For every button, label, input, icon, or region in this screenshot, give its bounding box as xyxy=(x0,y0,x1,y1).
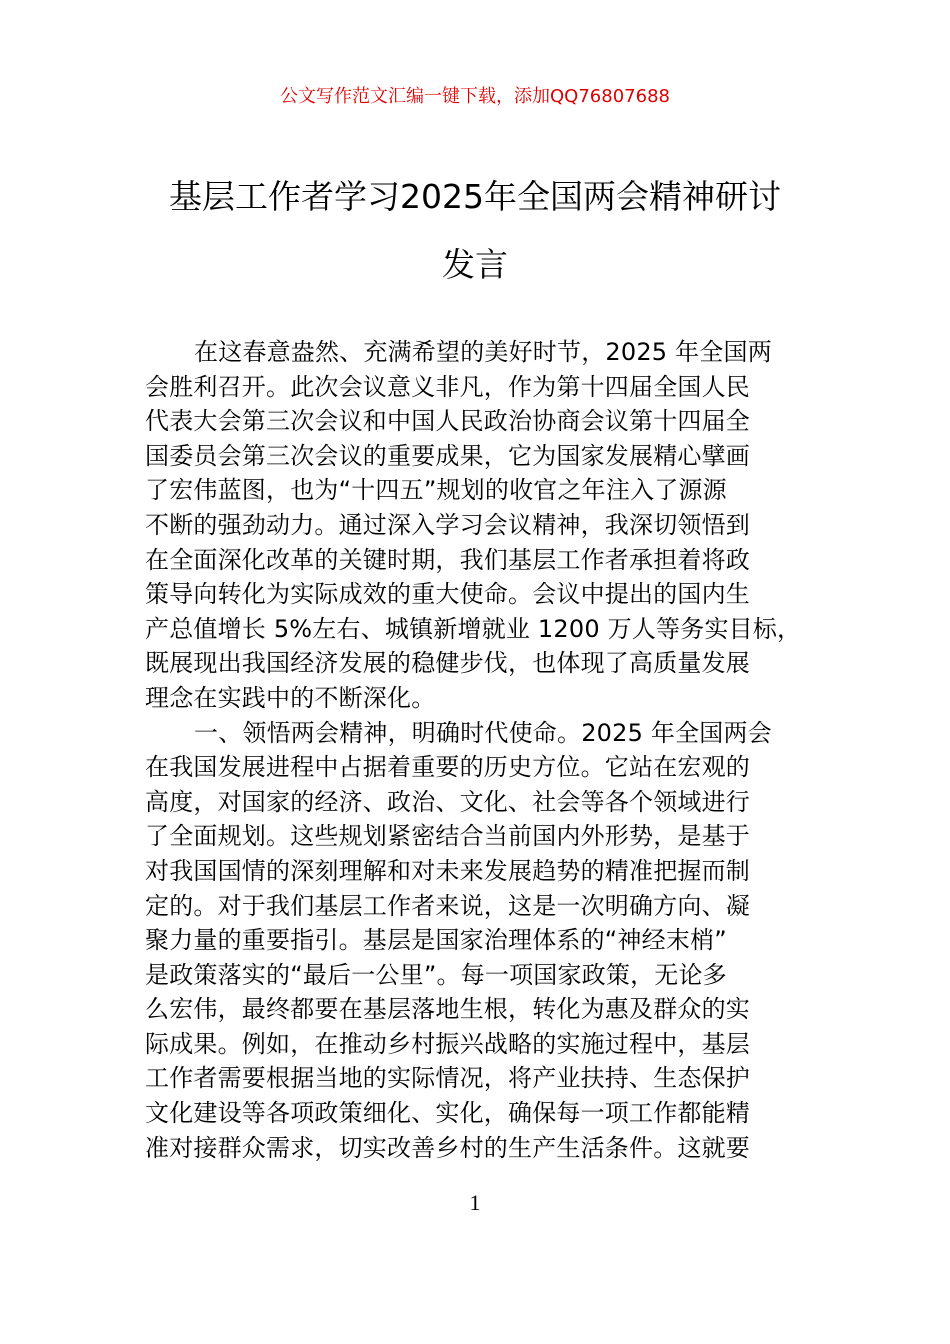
text-line: 定的。对于我们基层工作者来说，这是一次明确方向、凝 xyxy=(145,891,750,920)
text-line: 工作者需要根据当地的实际情况，将产业扶持、生态保护 xyxy=(145,1064,750,1093)
text-line: 对我国国情的深刻理解和对未来发展趋势的精准把握而制 xyxy=(145,856,750,885)
text-line: 在我国发展进程中占据着重要的历史方位。它站在宏观的 xyxy=(145,753,750,782)
text-line: 不断的强劲动力。通过深入学习会议精神，我深切领悟到 xyxy=(145,510,750,539)
text-line: 既展现出我国经济发展的稳健步伐，也体现了高质量发展 xyxy=(145,649,750,678)
text-line: 文化建设等各项政策细化、实化，确保每一项工作都能精 xyxy=(145,1099,750,1128)
text-line: 际成果。例如，在推动乡村振兴战略的实施过程中，基层 xyxy=(145,1029,750,1058)
watermark-header-link: 公文写作范文汇编一键下载，添加QQ76807688 xyxy=(280,86,670,107)
text-line: 产总值增长 5%左右、城镇新增就业 1200 万人等务实目标， xyxy=(145,614,802,643)
text-line: 了宏伟蓝图，也为“十四五”规划的收官之年注入了源源 xyxy=(145,476,727,505)
text-line: 在这春意盎然、充满希望的美好时节，2025 年全国两 xyxy=(194,338,772,366)
paragraph xyxy=(145,716,835,1166)
text-line: 国委员会第三次会议的重要成果，它为国家发展精心擘画 xyxy=(145,441,750,470)
document-title-line-2: 发言 xyxy=(442,245,508,284)
text-line: 一、领悟两会精神，明确时代使命。2025 年全国两会 xyxy=(194,718,772,747)
document-title-line-1: 基层工作者学习2025年全国两会精神研讨 xyxy=(169,177,781,216)
text-line: 是政策落实的“最后一公里”。每一项国家政策，无论多 xyxy=(145,960,727,989)
text-line: 聚力量的重要指引。基层是国家治理体系的“神经末梢” xyxy=(145,926,727,955)
document-body xyxy=(145,335,835,1165)
page-number: 1 xyxy=(469,1190,481,1215)
text-line: 在全面深化改革的关键时期，我们基层工作者承担着将政 xyxy=(145,545,750,574)
text-line: 高度，对国家的经济、政治、文化、社会等各个领域进行 xyxy=(145,787,750,816)
text-line: 么宏伟，最终都要在基层落地生根，转化为惠及群众的实 xyxy=(145,995,750,1024)
text-line: 了全面规划。这些规划紧密结合当前国内外形势，是基于 xyxy=(145,822,750,851)
text-line: 代表大会第三次会议和中国人民政治协商会议第十四届全 xyxy=(145,407,750,436)
paragraph xyxy=(145,335,835,716)
text-line: 准对接群众需求，切实改善乡村的生产生活条件。这就要 xyxy=(145,1133,750,1162)
text-line: 理念在实践中的不断深化。 xyxy=(145,683,436,712)
text-line: 策导向转化为实际成效的重大使命。会议中提出的国内生 xyxy=(145,580,750,609)
text-line: 会胜利召开。此次会议意义非凡，作为第十四届全国人民 xyxy=(145,372,750,401)
